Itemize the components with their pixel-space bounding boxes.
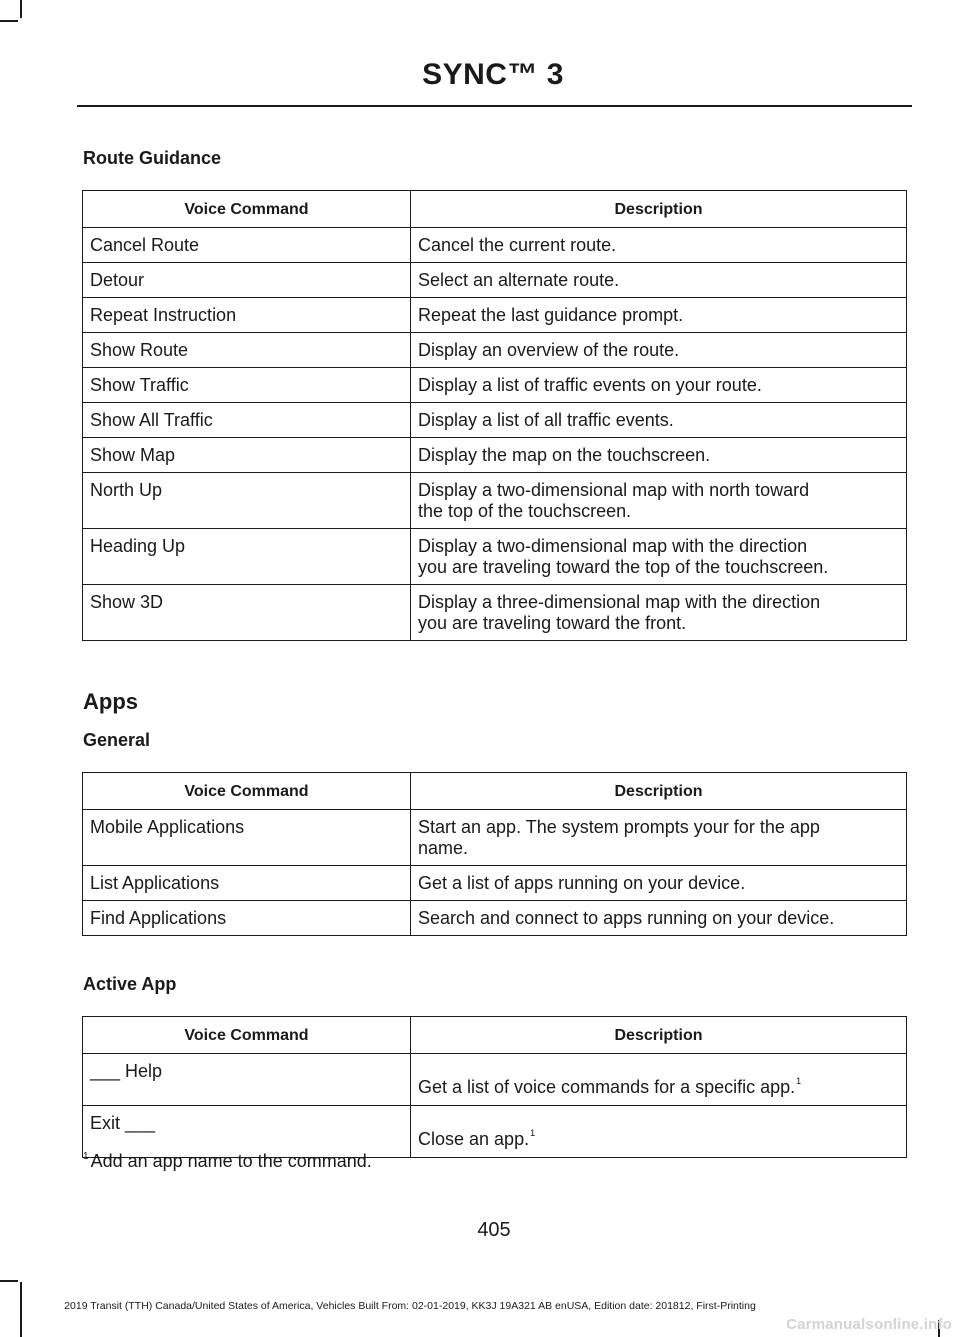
general-heading: General xyxy=(83,730,151,750)
table-row xyxy=(83,1106,907,1158)
general-apps-table xyxy=(82,772,907,936)
description-cell xyxy=(411,333,907,368)
column-header-description: Description xyxy=(411,773,907,810)
active-app-heading: Active App xyxy=(83,974,177,994)
description-line: name. xyxy=(418,838,469,858)
description-line: Display an overview of the route. xyxy=(418,340,680,360)
description-line: Cancel the current route. xyxy=(418,235,617,255)
description-cell xyxy=(411,403,907,438)
description-cell xyxy=(411,368,907,403)
description-line: Display a list of all traffic events. xyxy=(418,410,674,430)
description-line-with-footnote xyxy=(418,1123,899,1150)
description-cell xyxy=(411,473,907,529)
table-row xyxy=(83,228,907,263)
voice-command-cell: Show Traffic xyxy=(83,368,411,403)
description-line: Search and connect to apps running on your device. xyxy=(418,908,835,928)
description-line-with-footnote xyxy=(418,1071,899,1098)
description-line: you are traveling toward the front. xyxy=(418,613,687,633)
description-cell xyxy=(411,810,907,866)
description-cell xyxy=(411,901,907,936)
description-cell xyxy=(411,438,907,473)
table-header-row xyxy=(83,1017,907,1054)
footnote-marker: 1 xyxy=(83,1151,89,1162)
crop-mark xyxy=(20,0,22,18)
description-cell xyxy=(411,228,907,263)
voice-command-cell: Show Route xyxy=(83,333,411,368)
route-guidance-table xyxy=(82,190,907,641)
table-row xyxy=(83,438,907,473)
voice-command-cell: Repeat Instruction xyxy=(83,298,411,333)
voice-command-cell: ___ Help xyxy=(83,1054,411,1106)
route-guidance-heading: Route Guidance xyxy=(83,148,222,168)
description-line: Display a list of traffic events on your route. xyxy=(418,375,762,395)
crop-mark xyxy=(0,20,18,22)
description-line: Display the map on the touchscreen. xyxy=(418,445,711,465)
table-row xyxy=(83,333,907,368)
watermark: Carmanualsonline.info xyxy=(786,1316,952,1333)
table-row xyxy=(83,1054,907,1106)
description-line: Display a three-dimensional map with the direction xyxy=(418,592,821,612)
description-cell xyxy=(411,1054,907,1106)
voice-command-cell: North Up xyxy=(83,473,411,529)
footnote xyxy=(83,1151,372,1172)
voice-command-cell: Show 3D xyxy=(83,585,411,641)
description-line: the top of the touchscreen. xyxy=(418,501,632,521)
description-cell xyxy=(411,529,907,585)
description-line: Close an app. xyxy=(418,1129,530,1149)
description-line: you are traveling toward the top of the touchscreen. xyxy=(418,557,829,577)
crop-mark xyxy=(0,1280,18,1282)
voice-command-cell: Cancel Route xyxy=(83,228,411,263)
description-line: Start an app. The system prompts your for the app xyxy=(418,817,820,837)
description-cell xyxy=(411,585,907,641)
column-header-description: Description xyxy=(411,191,907,228)
column-header-voice-command: Voice Command xyxy=(83,773,411,810)
description-line: Display a two-dimensional map with north toward xyxy=(418,480,810,500)
footnote-reference: 1 xyxy=(796,1076,802,1086)
apps-heading: Apps xyxy=(83,689,138,714)
header-divider xyxy=(77,105,912,107)
table-row xyxy=(83,403,907,438)
table-row xyxy=(83,585,907,641)
description-line: Repeat the last guidance prompt. xyxy=(418,305,684,325)
voice-command-cell: Exit ___ xyxy=(83,1106,411,1158)
description-cell xyxy=(411,298,907,333)
voice-command-cell: Find Applications xyxy=(83,901,411,936)
table-row xyxy=(83,473,907,529)
table-header-row xyxy=(83,773,907,810)
column-header-voice-command: Voice Command xyxy=(83,1017,411,1054)
column-header-description: Description xyxy=(411,1017,907,1054)
table-header-row xyxy=(83,191,907,228)
edition-line: 2019 Transit (TTH) Canada/United States of America, Vehicles Built From: 02-01-2019, KK3J 19A321 AB enUSA, Edition date: 201812, First-Printing xyxy=(64,1300,756,1312)
table-row xyxy=(83,529,907,585)
table-row xyxy=(83,866,907,901)
active-app-table xyxy=(82,1016,907,1158)
description-cell xyxy=(411,866,907,901)
table-row xyxy=(83,810,907,866)
column-header-voice-command: Voice Command xyxy=(83,191,411,228)
description-line: Get a list of voice commands for a specific app. xyxy=(418,1077,796,1097)
voice-command-cell: Heading Up xyxy=(83,529,411,585)
description-cell xyxy=(411,263,907,298)
voice-command-cell: Mobile Applications xyxy=(83,810,411,866)
voice-command-cell: Show Map xyxy=(83,438,411,473)
page-number: 405 xyxy=(477,1219,511,1241)
description-line: Get a list of apps running on your device. xyxy=(418,873,746,893)
page-header-title: SYNC™ 3 xyxy=(422,58,564,91)
table-row xyxy=(83,368,907,403)
footnote-text: Add an app name to the command. xyxy=(90,1151,372,1171)
table-row xyxy=(83,901,907,936)
table-row xyxy=(83,263,907,298)
voice-command-cell: Show All Traffic xyxy=(83,403,411,438)
voice-command-cell: List Applications xyxy=(83,866,411,901)
description-line: Select an alternate route. xyxy=(418,270,620,290)
voice-command-cell: Detour xyxy=(83,263,411,298)
description-line: Display a two-dimensional map with the direction xyxy=(418,536,808,556)
footnote-reference: 1 xyxy=(530,1128,536,1138)
description-cell xyxy=(411,1106,907,1158)
table-row xyxy=(83,298,907,333)
